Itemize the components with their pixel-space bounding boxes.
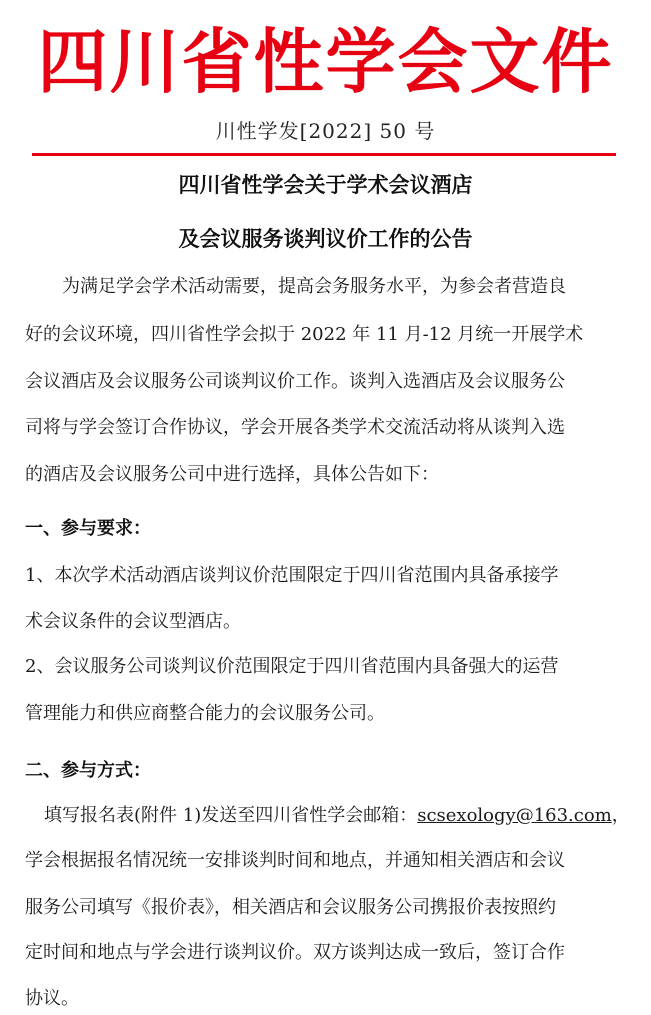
section-2-line-2: 学会根据报名情况统一安排谈判时间和地点，并通知相关酒店和会议 [25,850,565,871]
section-1-line-3: 2、会议服务公司谈判议价范围限定于四川省范围内具备强大的运营 [25,656,559,677]
intro-line-3: 会议酒店及会议服务公司谈判议价工作。谈判入选酒店及会议服务公 [25,371,565,392]
section-2-line-5: 协议。 [25,988,79,1009]
section-2-line-1 [44,801,651,831]
section-1-line-1: 1、本次学术活动酒店谈判议价范围限定于四川省范围内具备承接学 [25,565,559,586]
intro-line-5: 的酒店及会议服务公司中进行选择，具体公告如下： [25,464,439,485]
intro-line-1: 为满足学会学术活动需要，提高会务服务水平，为参会者营造良 [62,276,566,297]
intro-line-4: 司将与学会签订合作协议，学会开展各类学术交流活动将从谈判入选 [25,417,565,438]
red-divider-line [32,153,616,156]
section-2-line-3: 服务公司填写《报价表》，相关酒店和会议服务公司携报价表按照约 [25,897,556,918]
signup-instruction-text: 填写报名表(附件 1)发送至四川省性学会邮箱： [44,805,418,826]
section-1-heading: 一、参与要求： [25,518,151,539]
masthead-title: 四川省性学会文件 [37,21,614,103]
announcement-title-line-2: 及会议服务谈判议价工作的公告 [178,227,473,251]
intro-line-2: 好的会议环境，四川省性学会拟于 2022 年 11 月-12 月统一开展学术 [25,324,584,345]
document-number: 川性学发[2022] 50 号 [215,119,436,143]
section-2-heading: 二、参与方式： [25,760,151,781]
section-2-line-4: 定时间和地点与学会进行谈判议价。双方谈判达成一致后，签订合作 [25,942,565,963]
signup-line-punctuation: ， [611,805,630,826]
section-1-line-2: 术会议条件的会议型酒店。 [25,611,241,632]
announcement-title-line-1: 四川省性学会关于学术会议酒店 [178,173,473,197]
section-1-line-4: 管理能力和供应商整合能力的会议服务公司。 [25,703,385,724]
email-link[interactable]: scsexology@163.com [417,805,612,826]
